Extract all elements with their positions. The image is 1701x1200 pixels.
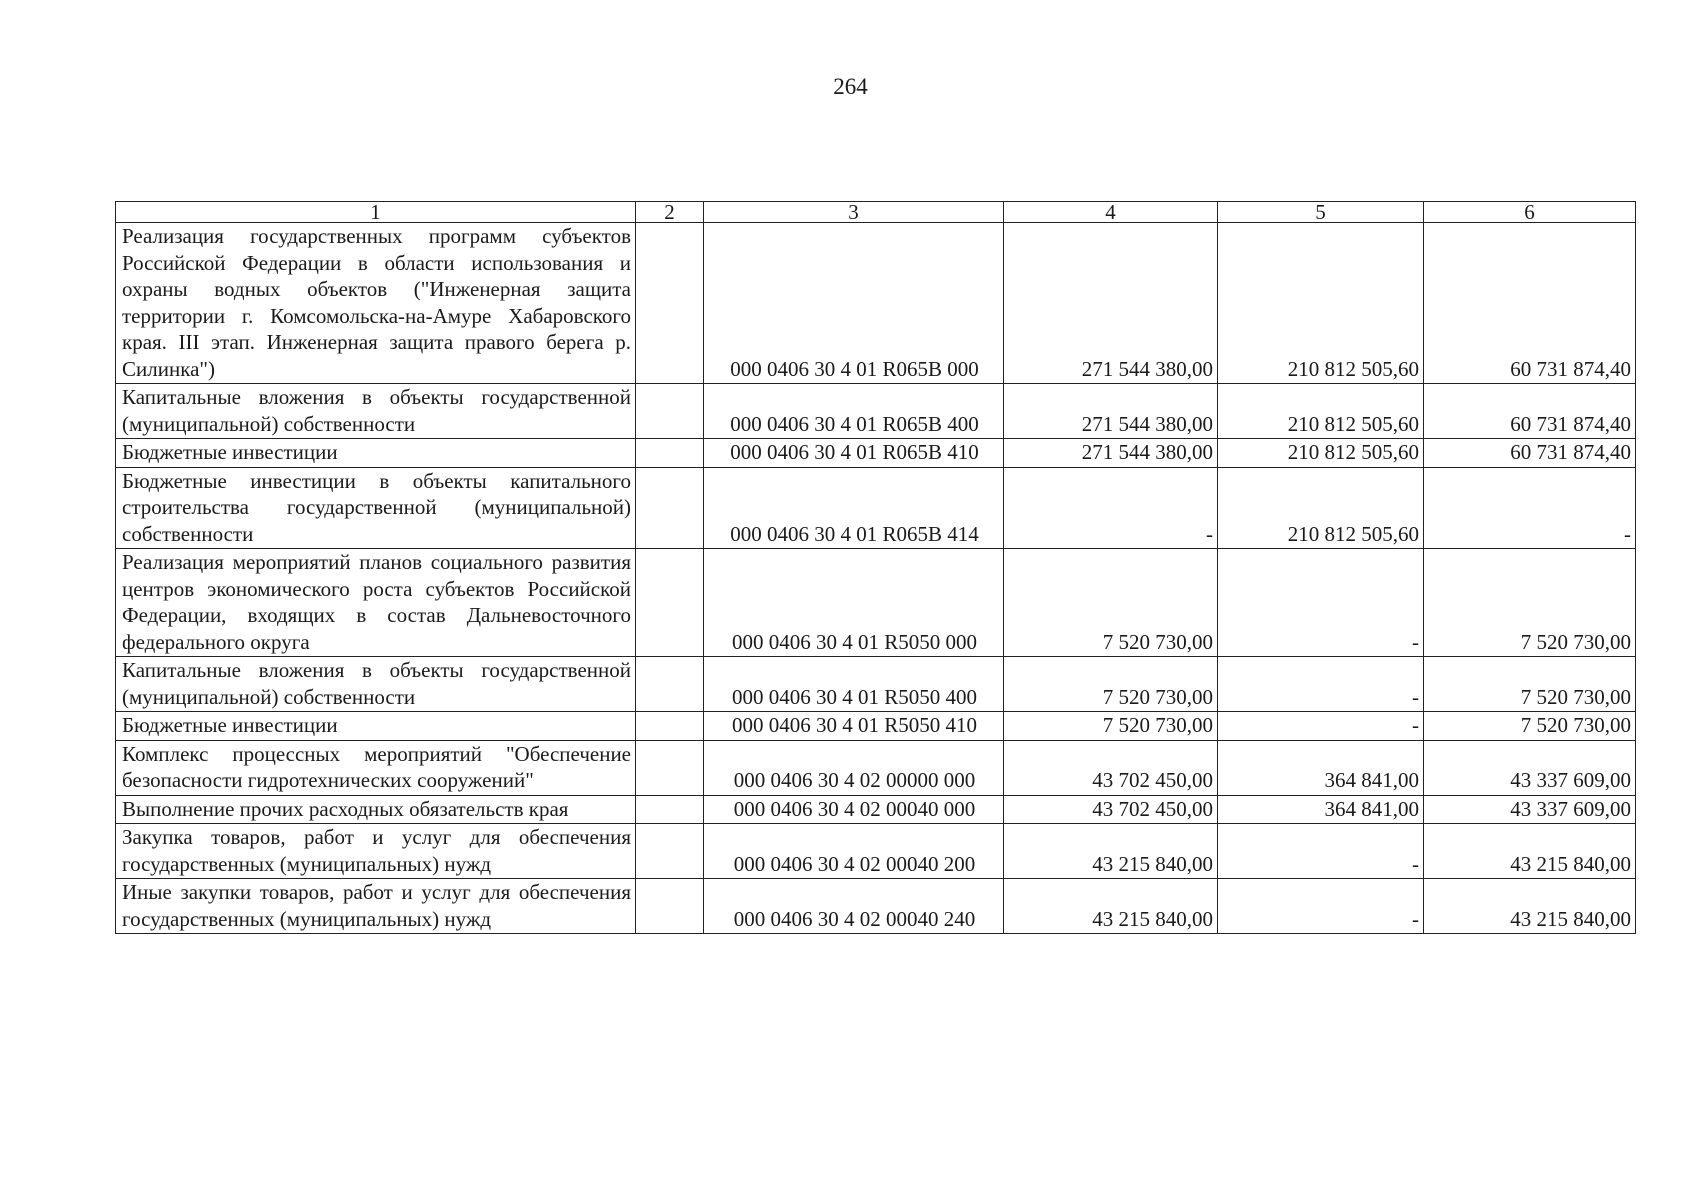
row-code: 000 0406 30 4 01 R065B 400	[704, 384, 1004, 439]
row-code: 000 0406 30 4 01 R065B 000	[704, 223, 1004, 384]
budget-table	[115, 201, 1636, 934]
row-name: Реализация государственных программ субъектов Российской Федерации в области использования и охраны водных объектов ("Инженерная защита территории г. Комсомольска-на-Амуре Хабаровского края. III этап. Инженерная защита правого берега р. Силинка")	[116, 223, 636, 384]
row-name: Капитальные вложения в объекты государственной (муниципальной) собственности	[116, 384, 636, 439]
page-number: 264	[833, 74, 868, 99]
row-code: 000 0406 30 4 01 R5050 410	[704, 712, 1004, 741]
row-code: 000 0406 30 4 02 00000 000	[704, 740, 1004, 795]
row-col5: -	[1218, 549, 1424, 657]
row-col6: 7 520 730,00	[1424, 657, 1636, 712]
row-col2	[636, 879, 704, 934]
row-col6: 60 731 874,40	[1424, 384, 1636, 439]
row-col5: 364 841,00	[1218, 740, 1424, 795]
row-code: 000 0406 30 4 02 00040 000	[704, 795, 1004, 824]
row-col2	[636, 384, 704, 439]
row-col2	[636, 824, 704, 879]
row-name: Закупка товаров, работ и услуг для обеспечения государственных (муниципальных) нужд	[116, 824, 636, 879]
row-name: Иные закупки товаров, работ и услуг для обеспечения государственных (муниципальных) нужд	[116, 879, 636, 934]
row-code: 000 0406 30 4 01 R5050 400	[704, 657, 1004, 712]
table-row	[116, 549, 1636, 657]
header-col-2: 2	[636, 202, 704, 223]
table-row	[116, 384, 1636, 439]
row-col5: 210 812 505,60	[1218, 439, 1424, 468]
header-col-5: 5	[1218, 202, 1424, 223]
row-code: 000 0406 30 4 01 R065B 414	[704, 467, 1004, 549]
row-col6: 60 731 874,40	[1424, 223, 1636, 384]
row-col5: -	[1218, 712, 1424, 741]
table-row	[116, 657, 1636, 712]
row-name: Реализация мероприятий планов социального развития центров экономического роста субъектов Российской Федерации, входящих в состав Дальневосточного федерального округа	[116, 549, 636, 657]
row-name: Комплекс процессных мероприятий "Обеспечение безопасности гидротехнических сооружений"	[116, 740, 636, 795]
row-name: Бюджетные инвестиции в объекты капитального строительства государственной (муниципальной) собственности	[116, 467, 636, 549]
row-col4: 7 520 730,00	[1004, 657, 1218, 712]
row-code: 000 0406 30 4 01 R065B 410	[704, 439, 1004, 468]
row-col4: 7 520 730,00	[1004, 712, 1218, 741]
table-row	[116, 879, 1636, 934]
table-header	[116, 202, 1636, 223]
table-row	[116, 824, 1636, 879]
row-col5: -	[1218, 879, 1424, 934]
table-row	[116, 439, 1636, 468]
row-col6: 60 731 874,40	[1424, 439, 1636, 468]
table-body	[116, 223, 1636, 934]
row-col6: -	[1424, 467, 1636, 549]
row-col4: 271 544 380,00	[1004, 384, 1218, 439]
row-code: 000 0406 30 4 02 00040 200	[704, 824, 1004, 879]
row-col4: 43 702 450,00	[1004, 740, 1218, 795]
row-col2	[636, 439, 704, 468]
header-col-4: 4	[1004, 202, 1218, 223]
row-col5: 364 841,00	[1218, 795, 1424, 824]
row-code: 000 0406 30 4 02 00040 240	[704, 879, 1004, 934]
row-col4: 271 544 380,00	[1004, 439, 1218, 468]
table-row	[116, 467, 1636, 549]
table-row	[116, 740, 1636, 795]
row-col4: 43 702 450,00	[1004, 795, 1218, 824]
row-col2	[636, 712, 704, 741]
header-col-3: 3	[704, 202, 1004, 223]
row-name: Капитальные вложения в объекты государственной (муниципальной) собственности	[116, 657, 636, 712]
row-col5: -	[1218, 824, 1424, 879]
row-col2	[636, 467, 704, 549]
header-row	[116, 202, 1636, 223]
row-col2	[636, 549, 704, 657]
row-name: Бюджетные инвестиции	[116, 712, 636, 741]
row-code: 000 0406 30 4 01 R5050 000	[704, 549, 1004, 657]
row-col5: 210 812 505,60	[1218, 384, 1424, 439]
row-col4: -	[1004, 467, 1218, 549]
row-col2	[636, 657, 704, 712]
row-col5: 210 812 505,60	[1218, 467, 1424, 549]
table-row	[116, 712, 1636, 741]
row-name: Выполнение прочих расходных обязательств края	[116, 795, 636, 824]
row-col6: 7 520 730,00	[1424, 549, 1636, 657]
row-col2	[636, 223, 704, 384]
header-col-6: 6	[1424, 202, 1636, 223]
row-col4: 43 215 840,00	[1004, 824, 1218, 879]
table-row	[116, 795, 1636, 824]
row-col5: -	[1218, 657, 1424, 712]
table-row	[116, 223, 1636, 384]
row-col4: 7 520 730,00	[1004, 549, 1218, 657]
header-col-1: 1	[116, 202, 636, 223]
row-col4: 271 544 380,00	[1004, 223, 1218, 384]
row-name: Бюджетные инвестиции	[116, 439, 636, 468]
row-col5: 210 812 505,60	[1218, 223, 1424, 384]
row-col6: 43 337 609,00	[1424, 795, 1636, 824]
row-col2	[636, 795, 704, 824]
row-col6: 43 215 840,00	[1424, 824, 1636, 879]
row-col2	[636, 740, 704, 795]
row-col6: 7 520 730,00	[1424, 712, 1636, 741]
row-col4: 43 215 840,00	[1004, 879, 1218, 934]
row-col6: 43 215 840,00	[1424, 879, 1636, 934]
row-col6: 43 337 609,00	[1424, 740, 1636, 795]
